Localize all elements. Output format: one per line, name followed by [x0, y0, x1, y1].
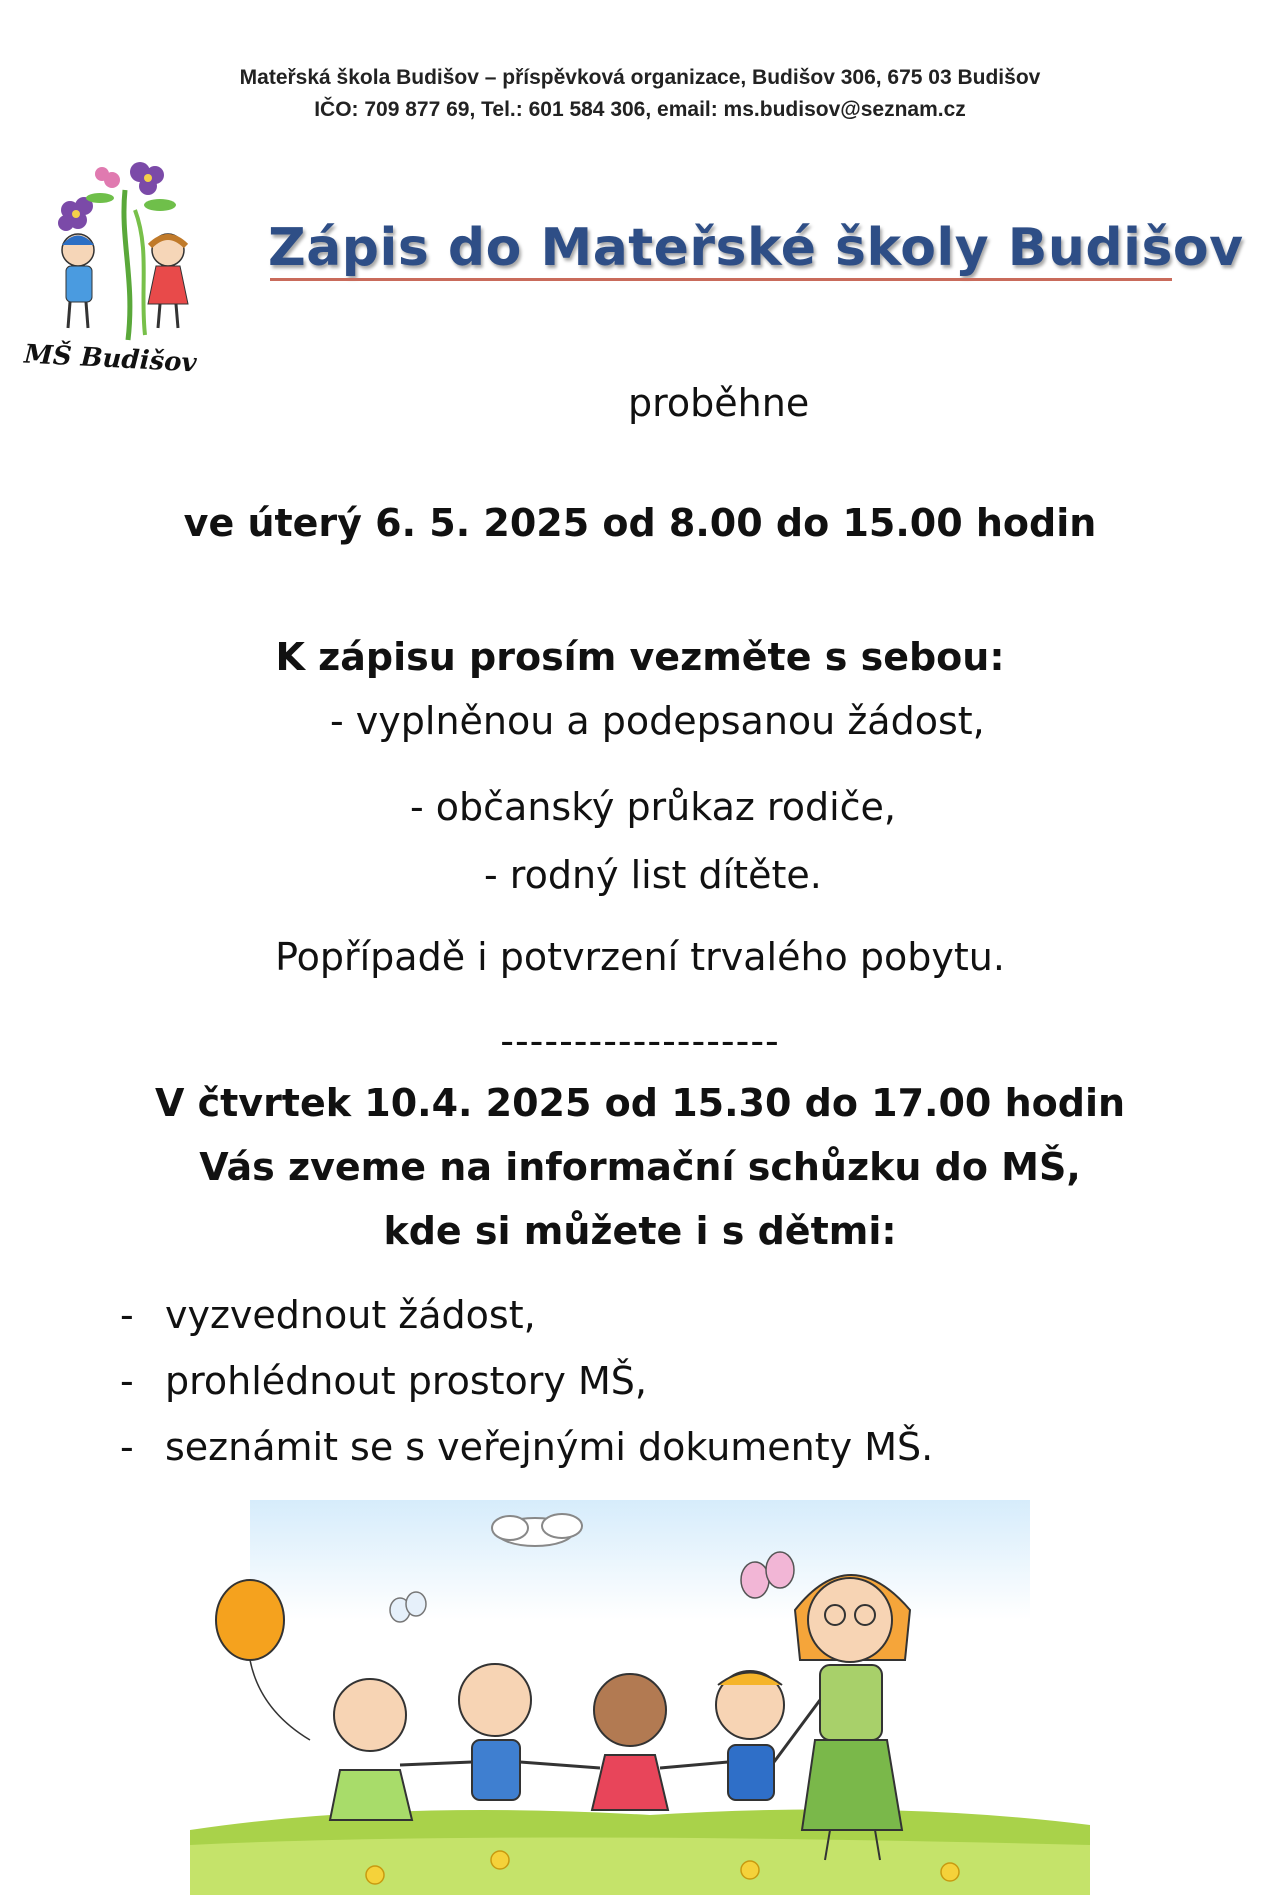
page-title: Zápis do Mateřské školy Budišov	[268, 218, 1244, 278]
meeting-invite: Vás zveme na informační schůzku do MŠ,	[199, 1145, 1081, 1189]
meeting-date: V čtvrtek 10.4. 2025 od 15.30 do 17.00 hodin	[154, 1081, 1126, 1125]
bring-item-2: - občanský průkaz rodiče,	[410, 785, 896, 829]
header-line-1: Mateřská škola Budišov – příspěvková organizace, Budišov 306, 675 03 Budišov	[239, 66, 1041, 89]
meeting-item-label: prohlédnout prostory MŠ,	[165, 1359, 647, 1403]
bullet: -	[120, 1359, 134, 1403]
bullet: -	[120, 1425, 134, 1469]
meeting-item-label: seznámit se s veřejnými dokumenty MŠ.	[165, 1425, 934, 1469]
bring-note: Popřípadě i potvrzení trvalého pobytu.	[275, 935, 1005, 979]
header-line-2: IČO: 709 877 69, Tel.: 601 584 306, email: ms.budisov@seznam.cz	[314, 98, 966, 121]
title-underline	[270, 278, 1172, 281]
logo-text: MŠ Budišov	[23, 339, 198, 379]
meeting-item-3	[120, 1422, 933, 1472]
enrollment-date: ve úterý 6. 5. 2025 od 8.00 do 15.00 hodin	[183, 501, 1097, 545]
children-flower-logo-icon	[40, 150, 220, 350]
children-with-teacher-illustration-icon	[190, 1500, 1110, 1895]
meeting-item-label: vyzvednout žádost,	[165, 1293, 536, 1337]
meeting-item-1	[120, 1290, 536, 1340]
separator: -------------------	[500, 1019, 780, 1063]
bring-heading: K zápisu prosím vezměte s sebou:	[275, 635, 1005, 679]
intro-text: proběhne	[628, 381, 810, 425]
bring-item-1: - vyplněnou a podepsanou žádost,	[330, 699, 985, 743]
bullet: -	[120, 1293, 134, 1337]
bring-item-3: - rodný list dítěte.	[484, 853, 822, 897]
meeting-item-2	[120, 1356, 647, 1406]
meeting-where: kde si můžete i s dětmi:	[383, 1209, 897, 1253]
